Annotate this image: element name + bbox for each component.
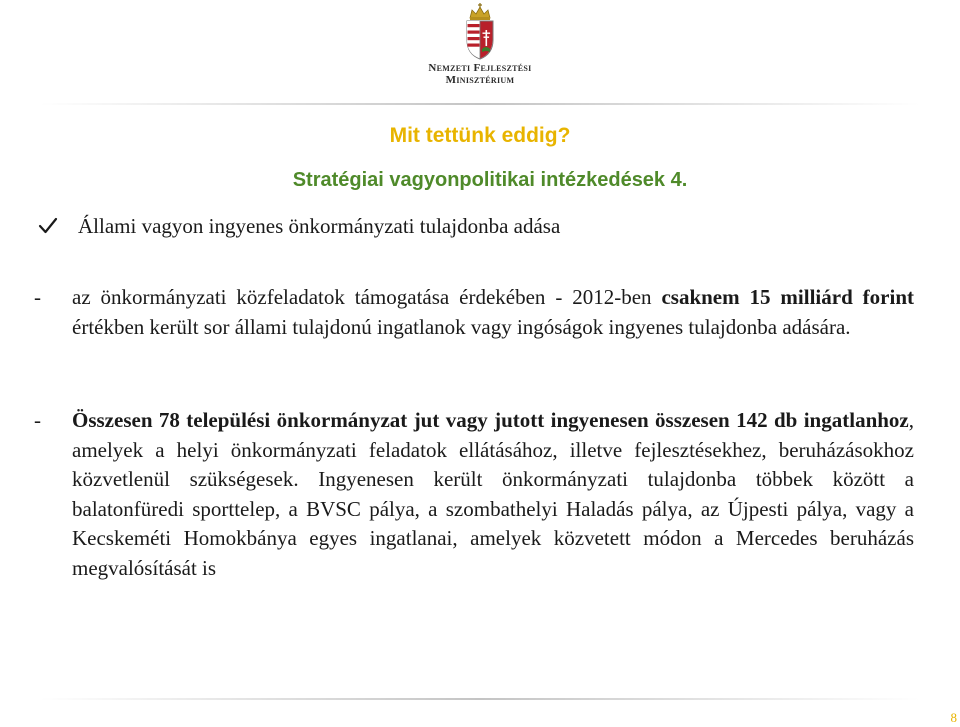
footer-divider <box>40 698 920 700</box>
slide-heading <box>34 214 560 239</box>
bullet-emphasis: Összesen 78 települési önkormányzat jut vagy jutott ingyenesen összesen 142 db ingatlanhoz <box>72 408 909 432</box>
ministry-name <box>420 62 540 86</box>
bullet-text-part: , amelyek a helyi önkormányzati feladatok ellátásához, illetve fejlesztésekhez, beruházásokhoz közvetlenül szükségesek. Ingyenesen került önkormányzati tulajdonba többek között a balatonfüredi sporttelep, a BVSC pálya, a szombathelyi Haladás pálya, az Újpesti pálya, vagy a Kecskeméti Homokbánya egyes ingatlanai, amelyek közvetett módon a Mercedes beruházás megvalósítását is <box>72 408 914 580</box>
bullet-item <box>34 283 914 342</box>
bullet-item <box>34 406 914 583</box>
ministry-name-line2: Minisztérium <box>445 74 515 86</box>
ministry-name-line1: Nemzeti Fejlesztési <box>428 62 532 74</box>
ministry-logo <box>420 2 540 98</box>
check-mark-icon <box>34 217 62 235</box>
bullet-dash: - <box>34 408 41 432</box>
bullet-text-part: az önkormányzati közfeladatok támogatása érdekében - 2012-ben <box>72 285 662 309</box>
slide-subtitle: Stratégiai vagyonpolitikai intézkedések 4. <box>292 169 688 191</box>
slide-title: Mit tettünk eddig? <box>389 124 571 147</box>
page-number: 8 <box>950 710 957 725</box>
heading-text: Állami vagyon ingyenes önkormányzati tulajdonba adása <box>78 214 561 238</box>
hungarian-coat-of-arms-icon <box>463 2 497 60</box>
bullet-emphasis: csaknem 15 milliárd forint <box>661 285 914 309</box>
bullet-text <box>72 406 914 583</box>
header-divider <box>40 103 920 105</box>
bullet-text <box>72 283 914 342</box>
bullet-dash: - <box>34 285 41 309</box>
bullet-text-part: értékben került sor állami tulajdonú ingatlanok vagy ingóságok ingyenes tulajdonba adására. <box>72 314 851 339</box>
